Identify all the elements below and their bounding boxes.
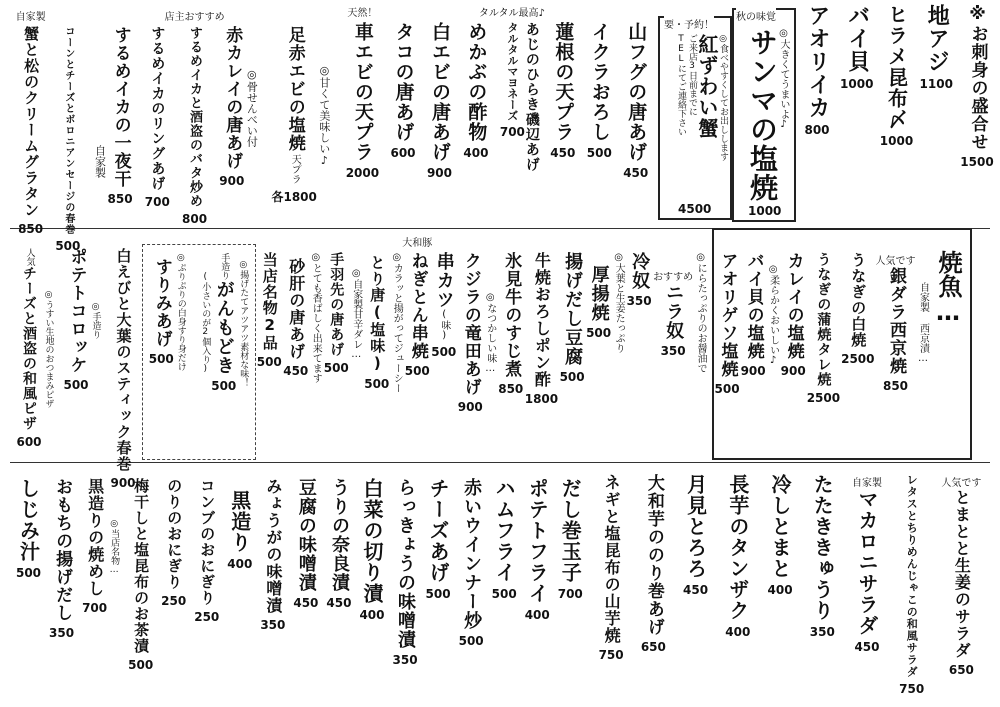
menu-item: ◎自家製甘辛ダレ… 手羽先の唐あげ 500 [323,252,362,375]
menu-item: ◎柔らかくおいしい♪ バイ貝の塩焼 900 [740,252,779,378]
menu-item: ハムフライ 500 [491,478,517,601]
menu-item: 冷しとまと 400 [767,474,793,597]
menu-item: たたききゅうり 350 [809,474,835,639]
menu-item: ◎カラッと揚がってジューシー とり唐(塩味) 500 [364,252,403,393]
menu-item: ◎手造り ポテトコロッケ 500 [63,248,101,392]
menu-item: 白エビの唐あげ 900 [426,22,452,180]
menu-item: 白えびと大葉のスティック春巻 900 [110,248,136,490]
menu-item: イクラおろし 500 [586,22,612,160]
menu-item: ネギと塩昆布の山芋焼 750 [598,474,624,662]
top-middle-section [340,8,654,222]
menu-item: 蓮根の天プラ 450 [550,22,576,160]
menu-item: 自家製 蟹と松のクリームグラタン 850 [15,12,46,236]
menu-item: ◎当店名物… 黒造りの焼めし 700 [82,478,120,615]
top-left-section [12,12,338,253]
menu-item: タルタル最高♪ あじのひらき磯辺あげ タルタルマヨネーズ 700 [478,8,545,172]
menu-item: 天然！ 車エビの天プラ 2000 [345,8,380,180]
menu-item: 白菜の切り漬 400 [359,478,385,622]
menu-item: ◎とても香ばしく出来てます 砂肝の唐あげ 450 [283,252,322,383]
menu-item: 冷奴 350 [626,252,652,308]
menu-item: ポテトフライ 400 [524,478,550,622]
crab-box: 要・予約！ ◎食べやすくしてお出しします 紅ずわい蟹 ご来店3日前までに TELにてご連絡下さい 4500 [658,16,732,220]
menu-item: レタスとちりめんじゃこの和風サラダ 750 [899,474,925,696]
menu-item: 赤いウインナー炒 500 [458,478,484,648]
menu-item: 大和豚 ねぎとん串焼 500 [402,238,433,378]
menu-item: 黒造り 400 [227,490,253,571]
menu-item: ◎にらたっぷりのお醤油で おすすめ ニラ奴 350 [653,252,707,373]
menu-item: 自家製 西京漬… 人気です 銀ダラ西京焼 850 [875,256,929,393]
menu-item: ◎骨せんべい付 赤カレイの唐あげ 900 [219,26,259,188]
yakizakana-title: 焼魚… [934,250,962,326]
menu-item: うなぎの蒲焼タレ焼 2500 [806,252,841,405]
menu-item: のりのおにぎり 250 [161,478,187,608]
menu-item: 人気です とまとと生姜のサラダ 650 [941,478,982,677]
menu-item: ◎揚げたてアツアツ素材な味！ 手造り がんもどき 500 (小さいのが2個入り) [200,253,249,393]
menu-item: みょうがの味噌漬 350 [260,478,286,632]
menu-item: うなぎの白焼 2500 [841,252,875,366]
menu-item: するめイカのリングあげ 700 [144,26,170,209]
menu-item: らっきょうの味噌漬 350 [392,478,418,667]
menu-item: 串カツ (味) 500 [431,252,457,359]
menu-item: コンブのおにぎり 250 [194,478,220,624]
menu-item: 揚げだし豆腐 500 [559,252,585,384]
bottom-right-section [590,474,990,702]
menu-item: バイ貝 1000 [840,4,874,91]
ganmodoki-box [142,244,256,460]
menu-item: チーズあげ 500 [425,478,451,601]
menu-item: 梅干しと塩昆布のお茶漬 500 [128,478,154,672]
menu-item: 豆腐の味噌漬 450 [293,478,319,610]
menu-item: タコの唐あげ 600 [390,22,416,160]
menu-item: 長芋のタンザク 400 [725,474,751,639]
menu-item: おもちの揚げだし 350 [49,478,75,640]
menu-item: 自家製 マカロニサラダ 450 [851,478,882,654]
divider-bottom [10,462,990,463]
menu-item: 地アジ 1100 [919,4,953,91]
menu-item: 月見とろろ 450 [683,474,709,597]
menu-item: アオリイカ 800 [804,4,830,137]
menu-item: ◎うすい生地のおつまみピザ 人気 チーズと酒盗の和風ピザ 600 [16,248,54,449]
menu-item: だし巻玉子 700 [557,478,583,601]
menu-item: ◎なつかしい味… クジラの竜田あげ 900 [457,252,496,414]
sanma-name: サンマの塩焼 [746,28,779,202]
menu-item: アオリゲソ塩焼 500 [714,252,740,396]
sanma-box: 秋の味覚 ◎大きくてうまいよ♪ サンマの塩焼 1000 [732,8,796,222]
sashimi-section [800,4,995,224]
middle-left-section [12,248,140,490]
menu-item: しじみ汁 500 [15,478,42,580]
middle-middle-section [256,238,708,458]
menu-item: 氷見牛のすじ煮 850 [498,252,524,396]
menu-item: ◎大葉と生姜たっぷり 厚揚焼 500 [586,252,625,353]
menu-item: ◎甘くて美味しい♪ 足赤エビの塩焼 天プラ 各1800 [271,26,331,204]
menu-item: 山フグの唐あげ 450 [623,22,649,180]
menu-item: 当店名物2品 500 [256,252,282,369]
menu-item: 牛焼おろしポン酢 1800 [524,252,559,406]
menu-item: めかぶの酢物 400 [463,22,489,160]
crab-name: 紅ずわい蟹 [695,34,719,139]
menu-item: 大和芋ののり巻あげ 650 [640,474,666,654]
menu-item: うりの奈良漬 450 [326,478,352,610]
menu-item: コーンとチーズとボロニアンセージの春巻 500 [55,26,81,253]
bottom-left-section [12,478,587,702]
menu-item: ◎ぷりぷりの白身すり身だけ すりみあげ 500 [148,253,186,371]
yakizakana-box [712,228,972,460]
menu-item-sashimi-platter: ※お刺身の盛合せ 1500 [960,4,994,169]
menu-item: 店主おすすめ するめイカと酒盗のバタ炒め 800 [164,12,225,226]
menu-item: カレイの塩焼 900 [780,252,806,378]
menu-item: ヒラメ昆布〆 1000 [879,4,914,148]
menu-item: するめイカの一夜干 850 自家製 [93,26,133,206]
